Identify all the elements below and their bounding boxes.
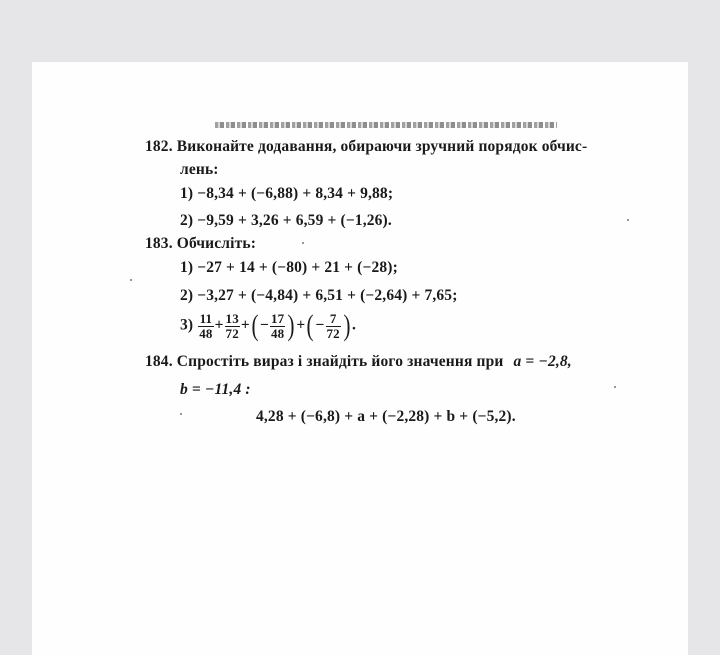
- scan-speck: [130, 279, 132, 281]
- problem-182-line1: [145, 138, 587, 156]
- problem-182-line2: [180, 161, 219, 179]
- scan-speck: [180, 413, 182, 415]
- item-label: 1): [180, 259, 194, 276]
- problem-text: Виконайте додавання, обираючи зручний порядок обчис-: [176, 138, 588, 155]
- fraction-1: [198, 312, 213, 341]
- problem-183-line1: [145, 235, 256, 253]
- condition-a: a = −2,8,: [513, 353, 572, 370]
- fraction-denominator: 72: [225, 325, 239, 341]
- item-label: 1): [180, 185, 194, 202]
- fraction-2: [225, 312, 240, 341]
- scan-speck: [302, 242, 304, 244]
- fraction-denominator: 48: [270, 325, 285, 341]
- fraction-numerator: 17: [270, 310, 285, 326]
- cropped-heading-line: [215, 122, 557, 128]
- problem-text: Спростіть вираз і знайдіть його значення при: [176, 353, 504, 370]
- item-expression: −8,34 + (−6,88) + 8,34 + 9,88;: [197, 185, 394, 202]
- item-label: 2): [180, 212, 194, 229]
- problem-183-item-3: 3) $\frac{11}{48}$ + $\frac{13}{72}$ +(− $\frac{17}{48}$ )+(− $\frac{7}{72}$ ).: [180, 309, 357, 342]
- problem-182-item-1: [180, 185, 393, 203]
- problem-text: лень:: [180, 161, 219, 178]
- close-paren: ): [287, 309, 295, 342]
- scan-speck: [614, 386, 616, 388]
- item-expression: −3,27 + (−4,84) + 6,51 + (−2,64) + 7,65;: [197, 287, 458, 304]
- problem-183-item-1: [180, 259, 398, 277]
- fraction-numerator: 11: [199, 310, 213, 326]
- open-paren: (: [251, 309, 259, 342]
- problem-183-item-2: [180, 287, 458, 305]
- item-label: 2): [180, 287, 194, 304]
- fraction-numerator: 7: [326, 312, 341, 327]
- close-paren: ): [343, 309, 351, 342]
- fraction-numerator: 13: [225, 310, 239, 326]
- open-paren: (: [306, 309, 315, 342]
- fraction-3: [270, 312, 285, 341]
- problem-number: 184.: [145, 353, 173, 370]
- item-expression: −27 + 14 + (−80) + 21 + (−28);: [197, 259, 398, 276]
- fraction-denominator: 72: [326, 325, 340, 341]
- scan-speck: [627, 219, 629, 221]
- problem-184-expression: 4,28 + (−6,8) + a + (−2,28) + b + (−5,2).: [256, 408, 516, 425]
- problem-184-line1: [145, 353, 572, 371]
- condition-b: b = −11,4 :: [180, 381, 251, 398]
- problem-182-item-2: [180, 212, 392, 230]
- problem-text: Обчисліть:: [176, 235, 257, 252]
- problem-number: 183.: [145, 235, 173, 252]
- item-label: 3): [180, 316, 194, 334]
- item-expression: −9,59 + 3,26 + 6,59 + (−1,26).: [197, 212, 392, 229]
- problem-number: 182.: [145, 138, 173, 155]
- fraction-4: [326, 312, 341, 341]
- fraction-denominator: 48: [199, 325, 213, 341]
